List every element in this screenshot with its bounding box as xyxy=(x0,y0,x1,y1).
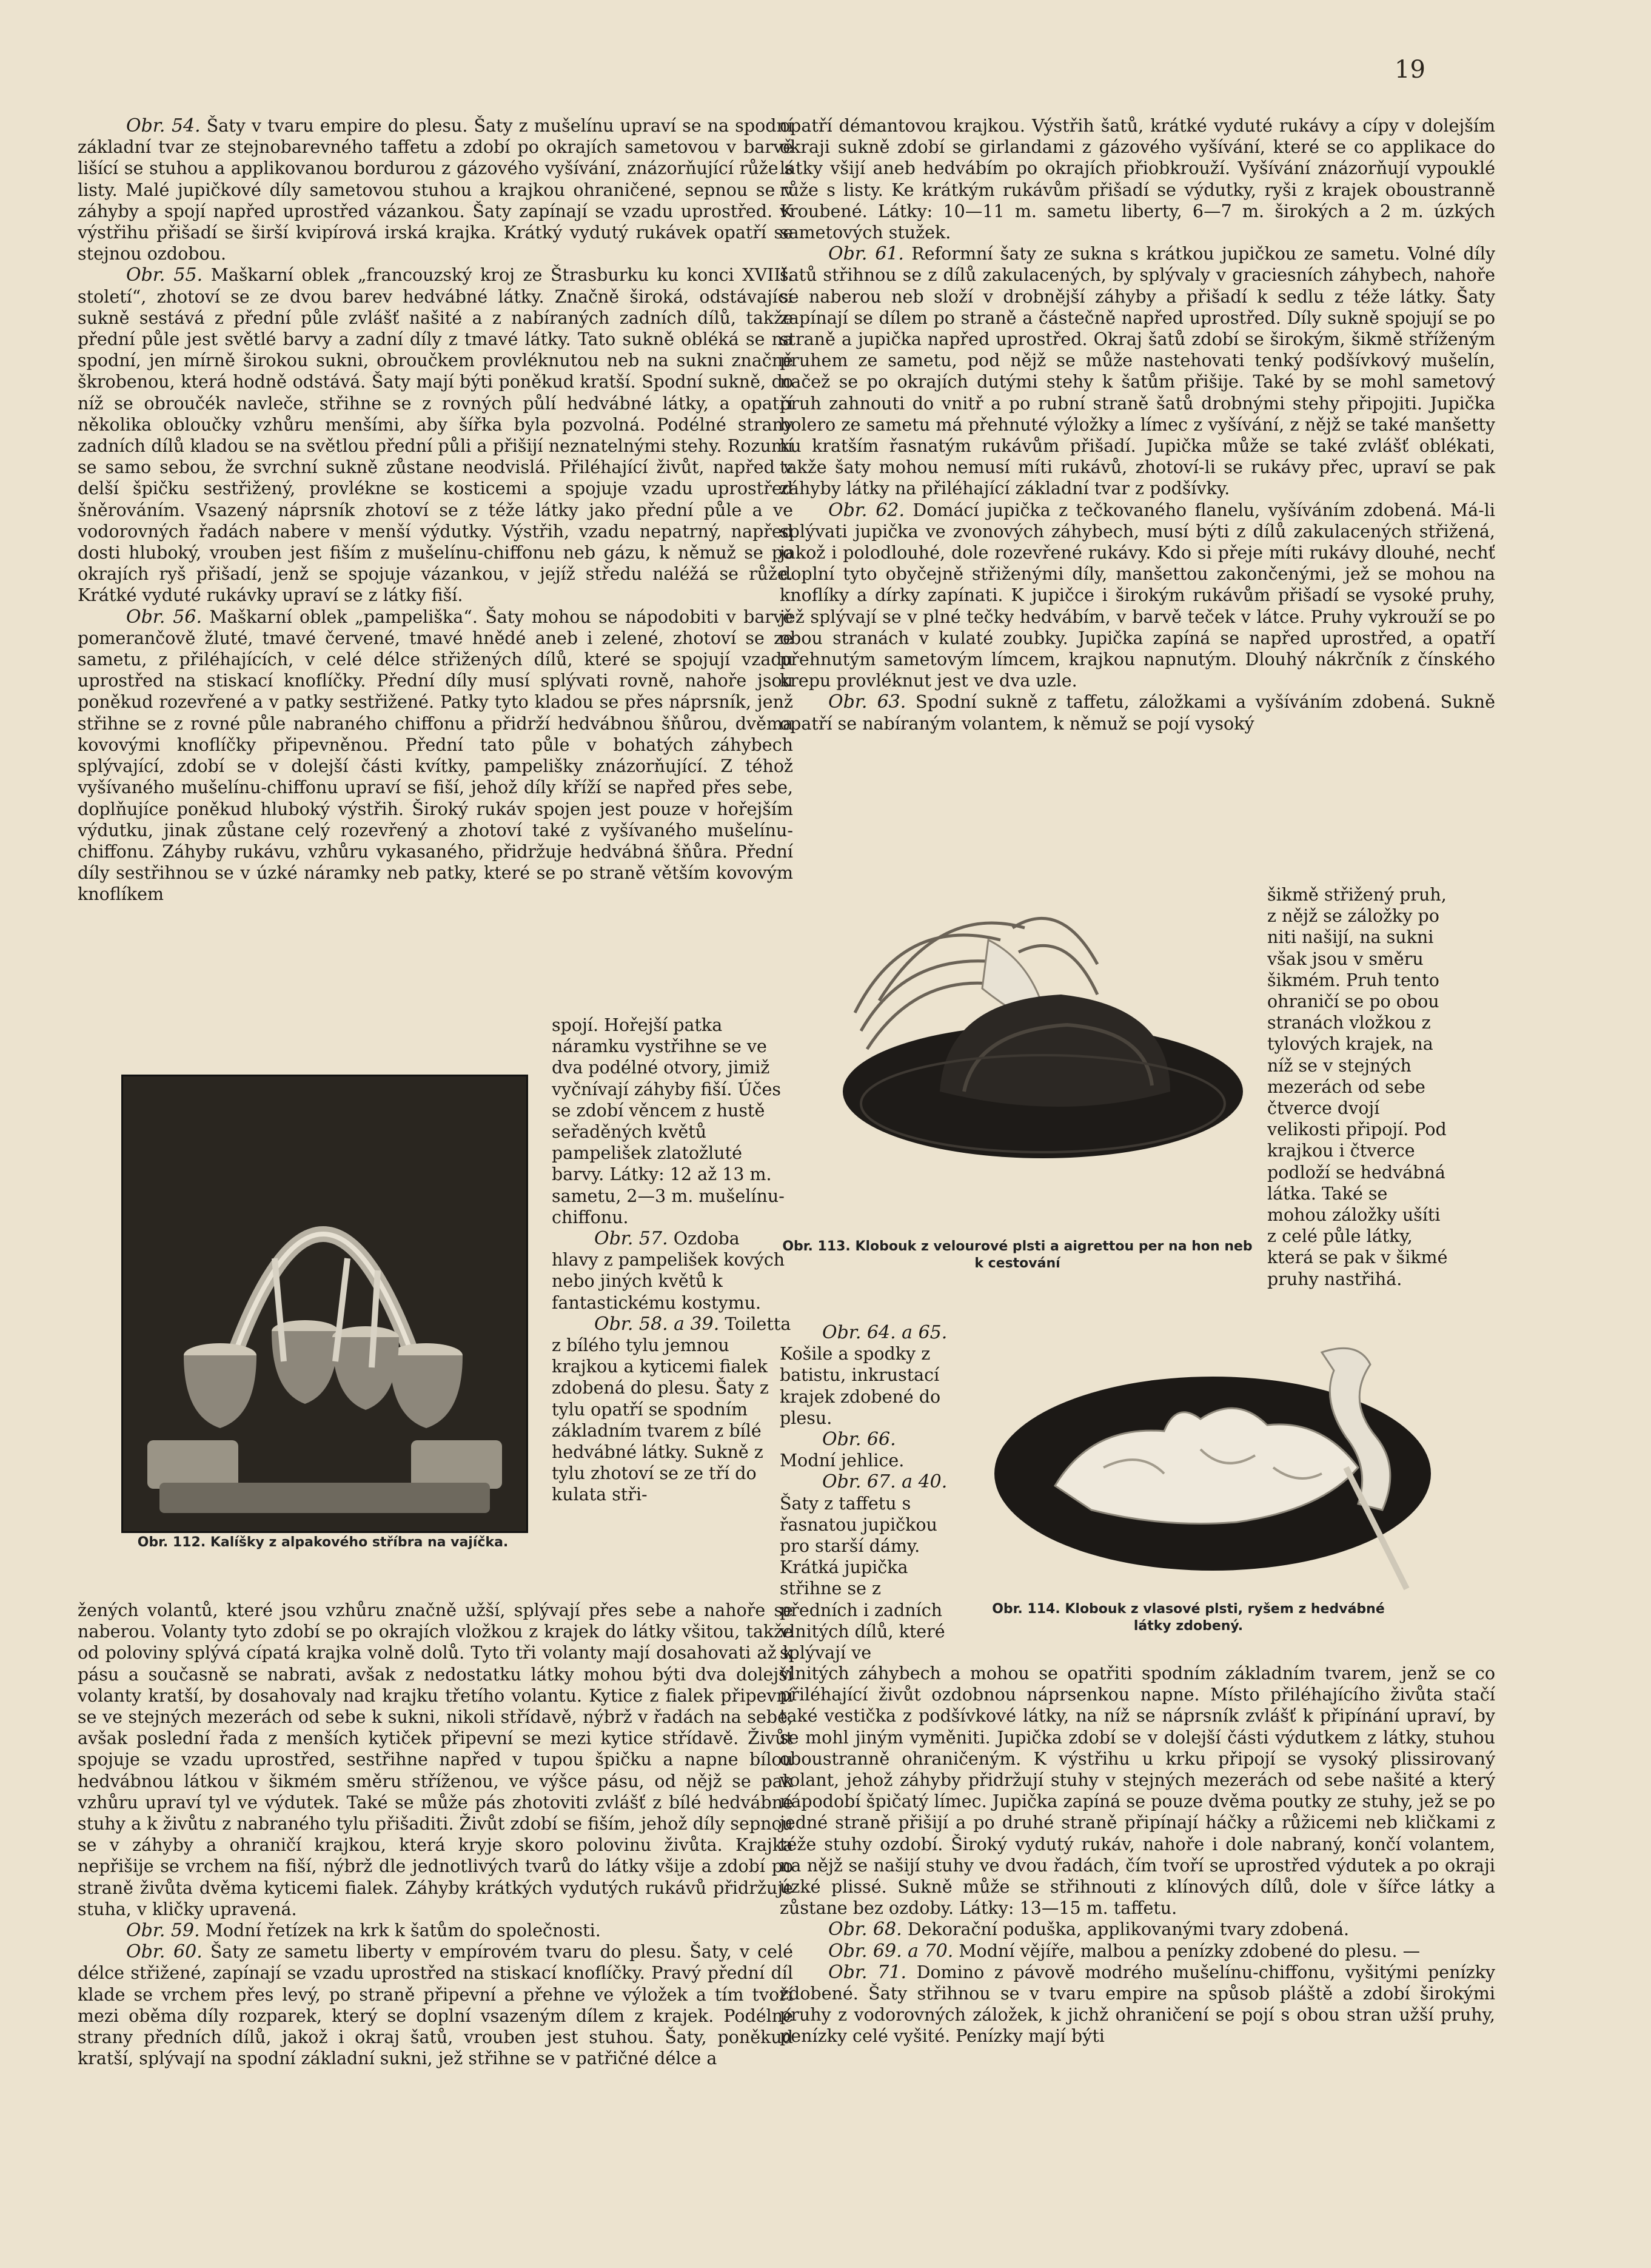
paragraph-obr-61: Obr. 61. Reformní šaty ze sukna s krátkou jupičkou ze sametu. Volné díly šatů střihnou se z dílů zakulacených, by splývaly v graciesních záhybech, nahoře se naberou neb složí v drobnější záhyby a přišadí k sedlu z téže látky. Šaty zapínají se dílem po straně a částečně napřed uprostřed. Díly sukně spojují se po straně a jupička napřed uprostřed. Okraj šatů zdobí se širokým, šikmě stříženým pruhem ze sametu, pod nějž se může nastehovati tenký podšívkový mušelín, načež se po okrajích dutými stehy k šatům přišije. Také by se mohl sametový pruh zahnouti do vnitř a po rubní straně šatů drobnými stehy připojiti. Jupička bolero ze sametu má přehnuté výložky a límec z vyšívání, z nějž se také manšetty ku kratším řasnatým rukávům přišadí. Jupička může se také zvlášť oblékati, takže šaty mohou nemusí míti rukávů, zhotoví-li se rukávy přec, upraví se pak záhyby látky na přiléhající základní tvar z podšívky. xyxy=(780,243,1495,499)
figure-112-photo xyxy=(121,1075,528,1533)
figure-114-photo xyxy=(982,1328,1431,1595)
paragraph-obr-60-continued: opatří démantovou krajkou. Výstřih šatů, krátké vyduté rukávy a cípy v dolejším okraji sukně zdobí se girlandami z gázového vyšívání, které se co applikace do látky všijí aneb hedvábím po okrajích přiobkrouží. Vyšívání znázorňují vypouklé růže s listy. Ke krátkým rukávům přišadí se výdutky, ryši z krajek oboustranně vroubené. Látky: 10—11 m. sametu liberty, 6—7 m. širokých a 2 m. úzkých sametových stužek. xyxy=(780,116,1495,243)
paragraph-obr-57: Obr. 57. Ozdoba hlavy z pampelišek kových nebo jiných květů k fantastickému kostymu. xyxy=(552,1228,785,1313)
paragraph-obr-63-continued: šikmě střižený pruh, z nějž se záložky po niti našijí, na sukni však jsou v směru šikmém. Pruh tento ohraničí se po obou stranách vložkou z tylových krajek, na níž se v stejných mezerách od sebe čtverce dvojí velikosti připojí. Pod krajkou i čtverce podloží se hedvábná látka. Také se mohou záložky ušíti z celé půle látky, která se pak v šikmé pruhy nastřihá. xyxy=(1267,885,1448,1289)
left-column xyxy=(78,115,793,905)
right-float-text-lower xyxy=(780,1322,956,1663)
figure-112-caption: Obr. 112. Kalíšky z alpakového stříbra na vajíčka. xyxy=(137,1535,509,1550)
paragraph-obr-56: Obr. 56. Maškarní oblek „pampeliška“. Šaty mohou se nápodobiti v barvě pomerančově žluté, tmavé červené, tmavé hnědé aneb i zelené, zhotoví se ze sametu, z přiléhajících, v celé délce střižených dílů, které se spojují vzadu uprostřed na stiskací knoflíčky. Přední díly musí splývati rovně, nahoře jsou poněkud rozevřené a v patky sestřižené. Patky tyto kladou se přes náprsník, jenž střihne se z rovné půle nabraného chiffonu a přidrží hedvábnou šňůrou, dvěma kovovými knoflíčky připevněnou. Přední tato půle v bohatých záhybech splývající, zdobí se v dolejší části kvítky, pampelišky znázorňující. Z téhož vyšívaného mušelínu-chiffonu upraví se fiší, jehož díly kříží se napřed přes sebe, doplňujíce poněkud hluboký výstřih. Široký rukáv spojen jest pouze v hořejším výdutku, jinak zůstane celý rozevřený a zhotoví také z vyšívaného mušelínu-chiffonu. Záhyby rukávu, vzhůru vykasaného, přidržuje hedvábná šňůra. Přední díly sestřihnou se v úzké náramky neb patky, které se po straně větším kovovým knoflíkem xyxy=(78,606,793,905)
paragraph-obr-60: Obr. 60. Šaty ze sametu liberty v empírovém tvaru do plesu. Šaty, v celé délce střižené, zapínají se vzadu uprostřed na stiskací knoflíčky. Pravý přední díl klade se vrchem přes levý, po straně připevní a přehne ve výložek a tím tvoří mezi oběma díly rozparek, který se doplní vsazeným dílem z krajek. Podélné strany předních dílů, jakož i okraj šatů, vrouben jest stuhou. Šaty, poněkud kratší, splývají na spodní základní sukni, jež střihne se v patřičné délce a xyxy=(78,1941,793,2069)
left-column-lower xyxy=(78,1600,793,2069)
hat-with-ribbon-illustration xyxy=(982,1328,1431,1595)
figure-113-caption: Obr. 113. Klobouk z velourové plsti a aigrettou per na hon neb k cestování xyxy=(782,1239,1253,1271)
paragraph-obr-63: Obr. 63. Spodní sukně z taffetu, záložkami a vyšíváním zdobená. Sukně opatří se nabíraným volantem, k němuž se pojí vysoký xyxy=(780,691,1495,734)
paragraph-obr-58: Obr. 58. a 39. Toiletta z bílého tylu jemnou krajkou a kyticemi fialek zdobená do plesu. Šaty z tylu opatří se spodním základním tvarem z bílé hedvábné látky. Sukně z tylu zhotoví se ze tří do kulata stři- xyxy=(552,1313,791,1505)
paragraph-obr-58-continued: žených volantů, které jsou vzhůru značně užší, splývají přes sebe a nahoře se naberou. Volanty tyto zdobí se po okrajích vložkou z krajek do látky všitou, takže od poloviny splývá cípatá krajka volně dolů. Tyto tři volanty mají dosahovati až k pásu a současně se nabrati, avšak z nedostatku látky mohou býti dva dolejší volanty kratší, by dosahovaly nad krajku třetího volantu. Kytice z fialek připevní se ve stejných mezerách od sebe k sukni, nikoli střídavě, nýbrž v řadách na sebe, avšak poslední řada z menších kytiček připevní se mezi kytice střídavě. Živůt spojuje se vzadu uprostřed, sestřihne napřed v tupou špičku a napne bílou hedvábnou látkou v šikmém směru stříženou, ve výšce pásu, od nějž se pak vzhůru upraví tyl ve výdutek. Také se může pás zhotoviti zvlášť z bílé hedvábné stuhy a k živůtu z nabraného tylu přišaditi. Živůt zdobí se fiším, jehož díly sepnou se v záhyby a ohraničí krajkou, která kryje skoro polovinu živůta. Krajka nepřišije se vrchem na fiší, nýbrž dle jednotlivých tvarů do látky všije a zdobí po straně živůta dvěma kyticemi fialek. Záhyby krátkých vydutých rukávů přidržuje stuha, v kličky upravená. xyxy=(78,1600,793,1919)
right-float-text-upper xyxy=(1267,884,1449,1290)
right-column xyxy=(780,115,1495,734)
paragraph-obr-69: Obr. 69. a 70. Modní vějíře, malbou a penízky zdobené do plesu. — xyxy=(828,1940,1421,1962)
paragraph-obr-67-continued: vlnitých záhybech a mohou se opatřiti spodním základním tvarem, jenž se co přiléhající živůt ozdobnou náprsenkou napne. Místo přiléhajícího živůta stačí také vestička z podšívkové látky, na níž se náprsník zvlášť k připínání upraví, by se mohl jiným vyměniti. Jupička zdobí se v dolejší části výdutkem z látky, stuhou oboustranně ohraničeným. K výstřihu u krku připojí se vysoký plissirovaný volant, jehož záhyby přidržují stuhy v stejných mezerách od sebe našité a který nápodobí špičatý límec. Jupička zapíná se pouze dvěma poutky ze stuhy, jež se po jedné straně přišijí a po druhé straně připínají háčky a růžicemi neb kličkami z téže stuhy ozdobí. Široký vydutý rukáv, nahoře i dole nabraný, končí volantem, na nějž se našijí stuhy ve dvou řadách, čím tvoří se uprostřed výdutek a po okraji úzké plissé. Sukně může se střihnouti z klínových dílů, dole v šířce látky a zůstane bez ozdoby. Látky: 13—15 m. taffetu. xyxy=(780,1663,1495,1919)
paragraph-obr-68: Obr. 68. Dekorační poduška, applikovanými tvary zdobená. xyxy=(828,1919,1350,1941)
hat-with-aigrette-illustration xyxy=(782,891,1267,1219)
paragraph-obr-56-continued: spojí. Hořejší patka náramku vystřihne se ve dva podélné otvory, jimiž vyčnívají záhyby fiší. Účes se zdobí věncem z hustě seřaděných květů pampelišek zlatožluté barvy. Látky: 12 až 13 m. sametu, 2—3 m. mušelínu-chiffonu. xyxy=(552,1015,785,1227)
paragraph-obr-66: Obr. 66. Modní jehlice. xyxy=(780,1429,905,1471)
paragraph-obr-59: Obr. 59. Modní řetízek na krk k šatům do společnosti. xyxy=(126,1920,601,1942)
paragraph-obr-71: Obr. 71. Domino z pávově modrého mušelínu-chiffonu, vyšitými penízky zdobené. Šaty střihnou se v tvaru empire na spůsob pláště a zdobí širokými pruhy z vodorovných záložek, k jichž ohraničení se pojí s obou stran užší pruhy, penízky celé vyšité. Penízky mají býti xyxy=(780,1961,1495,2047)
paragraph-obr-55: Obr. 55. Maškarní oblek „francouzský kroj ze Štrasburku ku konci XVIII. století“, zhotoví se ze dvou barev hedvábné látky. Značně široká, odstávající sukně sestává z přední půle zvlášť našité a z nabíraných zadních dílů, takže přední půle jest světlé barvy a zadní díly z tmavé látky. Tato sukně obléká se na spodní, jen mírně širokou sukni, obroučkem provléknutou neb na sukni značně škrobenou, která hodně odstává. Šaty mají býti poněkud kratší. Spodní sukně, do níž se obroučék navleče, střihne se z rovných půlí hedvábné látky, a opatří několika obloučky vzhůru menšími, aby šířka byla pozvolná. Podélné strany zadních dílů kladou se na světlou přední půli a přišijí neznatelnými stehy. Rozumí se samo sebou, že svrchní sukně zůstane neodvislá. Přiléhající živůt, napřed v delší špičku sestřižený, provlékne se kosticemi a spojuje vzadu uprostřed šněrováním. Vsazený náprsník zhotoví se z téže látky jako přední půle a ve vodorovných řadách nabere v menší výdutky. Výstřih, vzadu nepatrný, napřed dosti hluboký, vrouben jest fiším z mušelínu-chiffonu neb gázu, k němuž se po okrajích ryš přišadí, jenž se spojuje vázankou, v jejíž středu naléžá se růže. Krátké vyduté rukávky upraví se z látky fiší. xyxy=(78,264,793,606)
paragraph-obr-62: Obr. 62. Domácí jupička z tečkovaného flanelu, vyšíváním zdobená. Má-li splývati jupička ve zvonových záhybech, musí býti z dílů zakulacených střižená, jakož i polodlouhé, dole rozevřené rukávy. Kdo si přeje míti rukávy dlouhé, nechť doplní tyto obyčejně střiženými díly, manšettou zakončenými, jež se mohou na knoflíky a dírky zapínati. K jupičce i širokým rukávům přišadí se vysoké pruhy, jež splývají se v plné tečky hedvábím, v barvě teček v látce. Pruhy vykrouží se po obou stranách v kulaté zoubky. Jupička zapíná se napřed uprostřed, a opatří přehnutým sametovým límcem, krajkou napnutým. Dlouhý nákrčník z čínského krepu provléknut jest ve dva uzle. xyxy=(780,499,1495,691)
figure-114-caption: Obr. 114. Klobouk z vlasové plsti, ryšem z hedvábné látky zdobený. xyxy=(992,1602,1385,1634)
egg-cup-stand-illustration xyxy=(123,1076,526,1531)
paragraph-obr-54: Obr. 54. Šaty v tvaru empire do plesu. Šaty z mušelínu upraví se na spodní základní tvar ze stejnobarevného taffetu a zdobí po okrajích sametovou v barvě lišící se stuhou a applikovanou bordurou z gázového vyšívání, znázorňující růže s listy. Malé jupičkové díly sametovou stuhou a krajkou ohraničené, sepnou se v záhyby a spojí napřed uprostřed vázankou. Šaty zapínají se vzadu uprostřed. K výstřihu přišadí se širší kvipírová irská krajka. Krátký vydutý rukávek opatří se stejnou ozdobou. xyxy=(78,115,793,264)
figure-113-photo xyxy=(782,891,1267,1219)
right-column-lower xyxy=(780,1663,1495,2047)
page-number: 19 xyxy=(1395,56,1425,84)
paragraph-obr-67: Obr. 67. a 40. Šaty z taffetu s řasnatou jupičkou pro starší dámy. Krátká jupička střihne se z předních i zadních vlnitých dílů, které splývají ve xyxy=(780,1471,948,1663)
paragraph-obr-64: Obr. 64. a 65. Košile a spodky z batistu, inkrustací krajek zdobené do plesu. xyxy=(780,1322,948,1428)
left-float-text xyxy=(552,1015,791,1506)
